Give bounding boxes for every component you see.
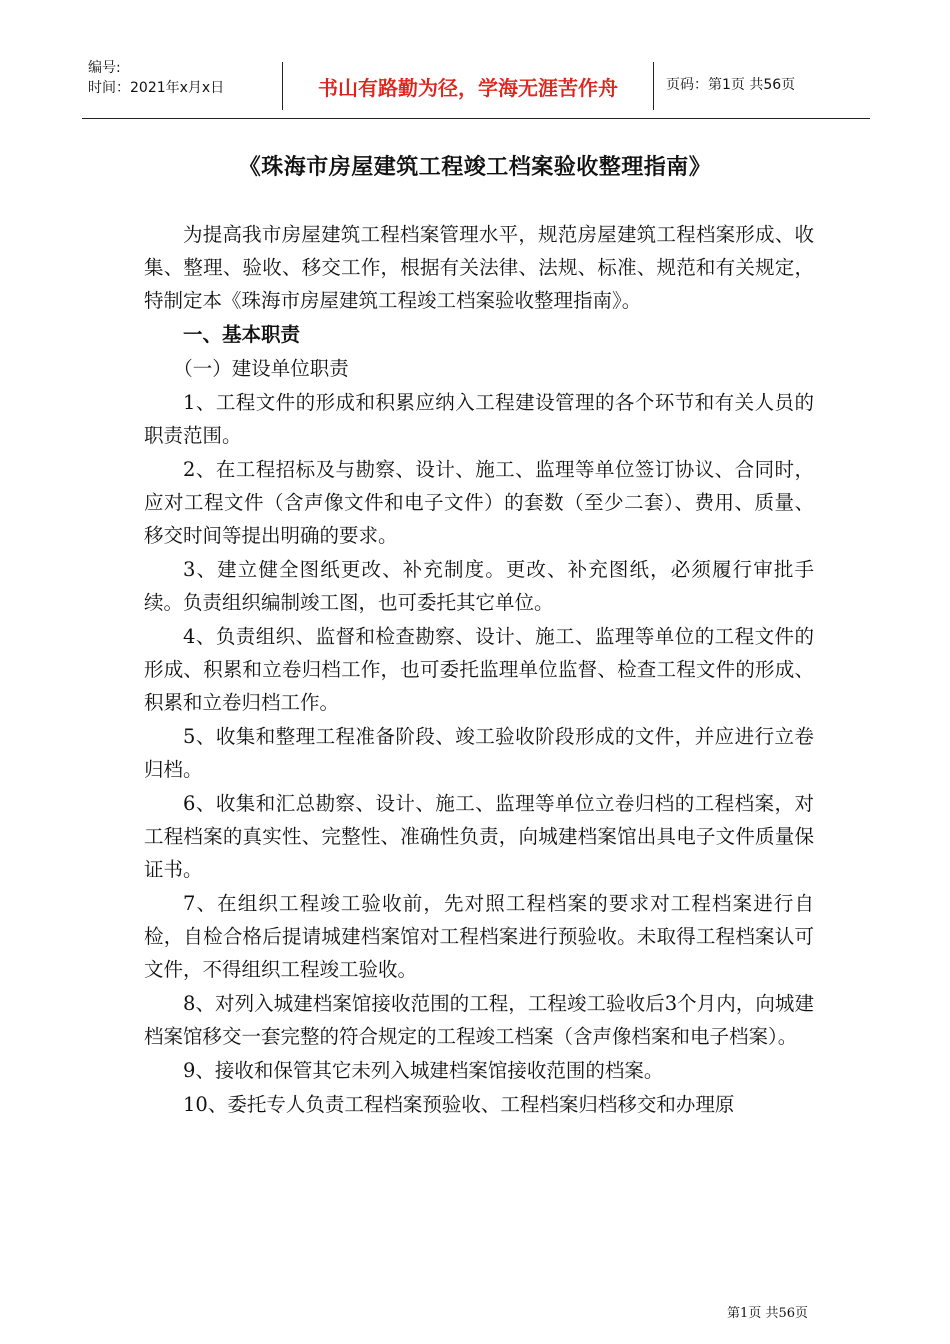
list-item: 9、接收和保管其它未列入城建档案馆接收范围的档案。 (183, 1059, 664, 1082)
number-label: 编号: (88, 60, 121, 76)
paragraph-intro: 为提高我市房屋建筑工程档案管理水平，规范房屋建筑工程档案形成、收集、整理、验收、移交工作，根据有关法律、法规、标准、规范和有关规定，特制定本《珠海市房屋建筑工程竣工档案验收整理指南》。 (144, 223, 814, 312)
list-item: 7、在组织工程竣工验收前，先对照工程档案的要求对工程档案进行自检，自检合格后提请城建档案馆对工程档案进行预验收。未取得工程档案认可文件，不得组织工程竣工验收。 (144, 892, 814, 981)
subsection-heading: （一）建设单位职责 (173, 357, 349, 380)
list-item: 6、收集和汇总勘察、设计、施工、监理等单位立卷归档的工程档案，对工程档案的真实性、完整性、准确性负责，向城建档案馆出具电子文件质量保证书。 (144, 792, 814, 881)
header-motto: 书山有路勤为径，学海无涯苦作舟 (282, 62, 654, 110)
list-item: 2、在工程招标及与勘察、设计、施工、监理等单位签订协议、合同时，应对工程文件（含声像文件和电子文件）的套数（至少二套）、费用、质量、移交时间等提出明确的要求。 (144, 458, 814, 547)
time-label: 时间：2021年x月x日 (88, 80, 225, 96)
page-footer: 第1页 共56页 (727, 1306, 808, 1321)
list-item: 4、负责组织、监督和检查勘察、设计、施工、监理等单位的工程文件的形成、积累和立卷归档工作，也可委托监理单位监督、检查工程文件的形成、积累和立卷归档工作。 (144, 625, 814, 714)
list-item: 8、对列入城建档案馆接收范围的工程，工程竣工验收后3个月内，向城建档案馆移交一套完整的符合规定的工程竣工档案（含声像档案和电子档案）。 (144, 992, 814, 1048)
page-header (82, 52, 870, 119)
header-meta (88, 58, 224, 98)
document-title: 《珠海市房屋建筑工程竣工档案验收整理指南》 (238, 154, 712, 180)
section-heading: 一、基本职责 (183, 323, 301, 346)
list-item: 5、收集和整理工程准备阶段、竣工验收阶段形成的文件，并应进行立卷归档。 (144, 725, 814, 781)
list-item: 3、建立健全图纸更改、补充制度。更改、补充图纸，必须履行审批手续。负责组织编制竣工图，也可委托其它单位。 (144, 558, 814, 614)
list-item: 1、工程文件的形成和积累应纳入工程建设管理的各个环节和有关人员的职责范围。 (144, 391, 814, 447)
header-page-info: 页码：第1页 共56页 (666, 77, 796, 93)
list-item: 10、委托专人负责工程档案预验收、工程档案归档移交和办理原 (183, 1093, 735, 1116)
document-body (144, 218, 814, 1122)
